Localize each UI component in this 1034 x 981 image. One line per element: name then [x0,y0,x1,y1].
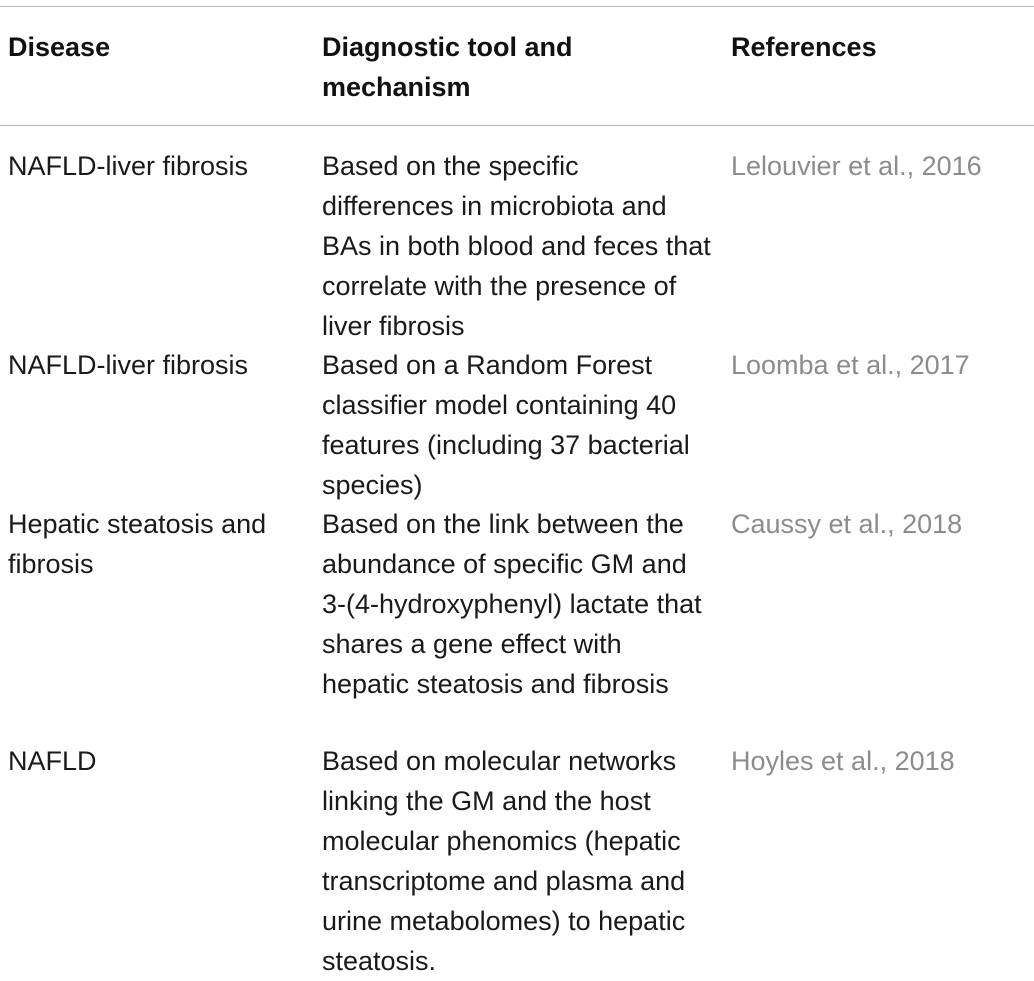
header-bottom-rule [0,125,1034,126]
row-2-disease: NAFLD-liver fibrosis [8,350,249,380]
row-4-tool: Based on molecular networks linking the GM and the host molecular phenomics (hepatic transcriptome and plasma and urine metabolomes) to hepatic steatosis. [322,746,686,976]
header-disease: Disease [8,32,111,62]
row-3-tool: Based on the link between the abundance of specific GM and 3-(4-hydroxyphenyl) lactate that shares a gene effect with hepatic steatosis and fibrosis [322,509,702,699]
header-references: References [731,32,877,62]
row-4-reference-link[interactable]: Hoyles et al., 2018 [731,746,955,776]
row-2-tool: Based on a Random Forest classifier model containing 40 features (including 37 bacterial species) [322,350,690,500]
row-2-reference-link[interactable]: Loomba et al., 2017 [731,350,970,380]
table-top-rule [0,6,1034,7]
header-diagnostic-tool: Diagnostic tool and mechanism [322,32,573,102]
row-1-tool: Based on the specific differences in microbiota and BAs in both blood and feces that correlate with the presence of liver fibrosis [322,151,711,341]
row-3-disease: Hepatic steatosis and fibrosis [8,509,267,579]
row-3-reference-link[interactable]: Caussy et al., 2018 [731,509,963,539]
row-1-disease: NAFLD-liver fibrosis [8,151,249,181]
row-4-disease: NAFLD [8,746,97,776]
row-1-reference-link[interactable]: Lelouvier et al., 2016 [731,151,982,181]
